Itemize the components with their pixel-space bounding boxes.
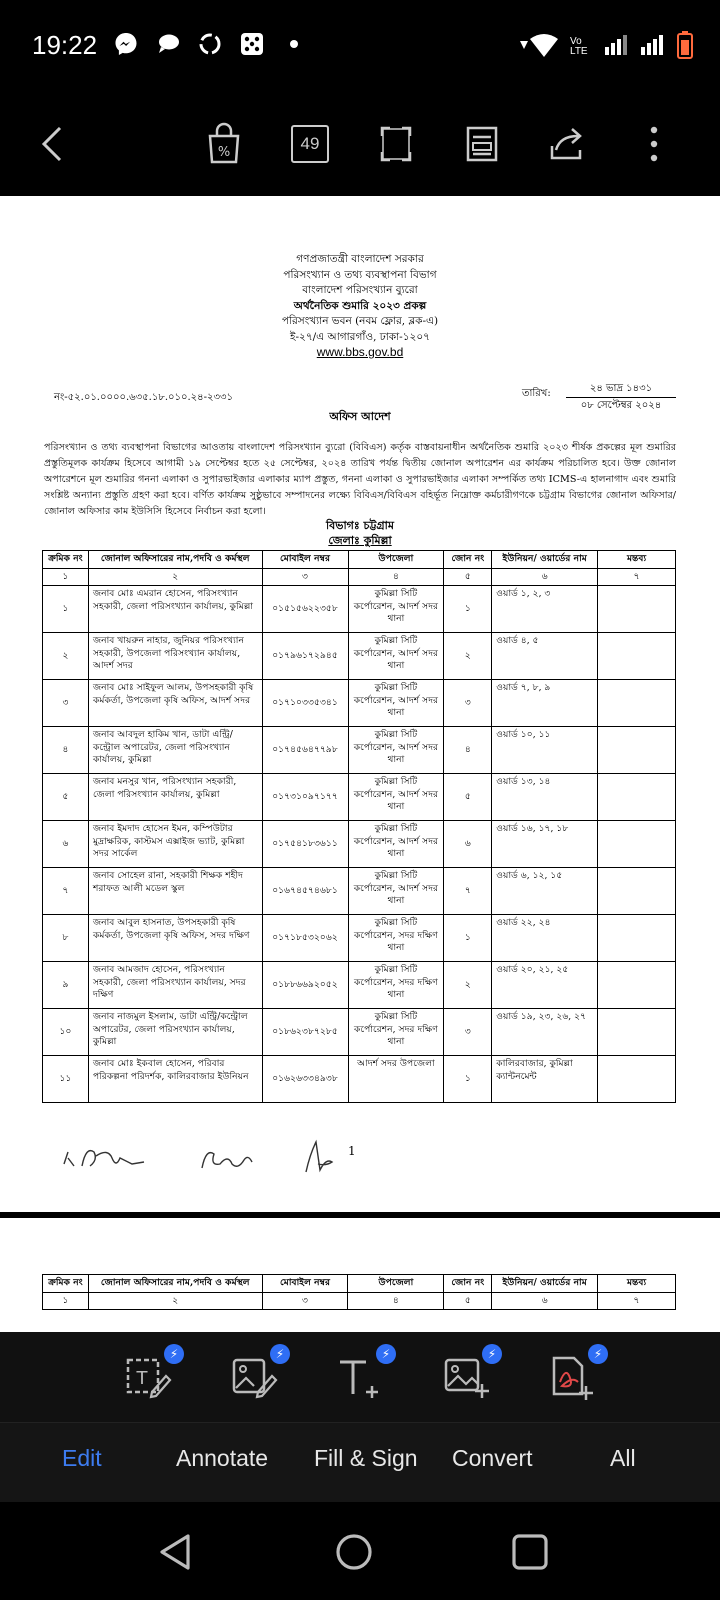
- col-header: জোনাল অফিসারের নাম,পদবি ও কর্মস্থল: [88, 1275, 262, 1293]
- tab-annotate[interactable]: Annotate: [176, 1445, 269, 1471]
- row-remark: [598, 962, 676, 1009]
- row-mobile: ০১৭৪৫৬৪৭৭৯৮: [262, 727, 348, 774]
- row-upazila: কুমিল্লা সিটি কর্পোরেশন, সদর দক্ষিণ থানা: [348, 915, 444, 962]
- row-serial: ২: [43, 633, 89, 680]
- row-upazila: কুমিল্লা সিটি কর্পোরেশন, আদর্শ সদর থানা: [348, 821, 444, 868]
- col-number: ১: [43, 1292, 89, 1310]
- add-text-tool[interactable]: [334, 1347, 391, 1404]
- tab-all[interactable]: All: [610, 1445, 636, 1471]
- col-header: মন্তব্য: [598, 1275, 676, 1293]
- signatures: [60, 1138, 380, 1182]
- row-zone: ৭: [444, 868, 492, 915]
- row-serial: ৭: [43, 868, 89, 915]
- row-upazila: আদর্শ সদর উপজেলা: [348, 1056, 444, 1103]
- col-number: ৭: [598, 568, 676, 586]
- row-serial: ৮: [43, 915, 89, 962]
- shopping-bag-percent-icon: [204, 122, 244, 166]
- row-officer-name: জনাব মনসুর খান, পরিসংখ্যান সহকারী, জেলা পরিসংখ্যান কার্যালয়, কুমিল্লা: [88, 774, 262, 821]
- row-remark: [598, 1056, 676, 1103]
- zonal-officer-table: [42, 550, 676, 1103]
- header-line: গণপ্রজাতন্ত্রী বাংলাদেশ সরকার: [296, 253, 424, 265]
- signal-icon: [604, 33, 630, 61]
- volte-icon: Vo LTE: [570, 36, 588, 57]
- table-row: [43, 633, 676, 680]
- row-zone: ১: [444, 915, 492, 962]
- row-remark: [598, 586, 676, 633]
- date-bangla: ২৪ ভাদ্র ১৪৩১: [589, 383, 653, 394]
- office-order-title: অফিস আদেশ: [329, 410, 391, 423]
- row-mobile: ০১৫১৫৬২২৩৫৮: [262, 586, 348, 633]
- date-divider: [566, 397, 676, 398]
- fullscreen-button[interactable]: [368, 116, 424, 172]
- signal-icon: [640, 33, 666, 61]
- division-heading: [0, 518, 720, 548]
- share-icon: [548, 124, 588, 164]
- row-mobile: ০১৭৫৪১৮৩৬১১: [262, 821, 348, 868]
- discount-bag-button[interactable]: [196, 116, 252, 172]
- col-header: ক্রমিক নং: [43, 551, 89, 569]
- col-header: ইউনিয়ন/ ওয়ার্ডের নাম: [492, 1275, 598, 1293]
- page-number: 1: [348, 1144, 356, 1158]
- table-row: [43, 586, 676, 633]
- premium-badge-icon: ⚡: [270, 1344, 290, 1364]
- row-zone: ১: [444, 1056, 492, 1103]
- col-number: ৭: [598, 1292, 676, 1310]
- row-serial: ১: [43, 586, 89, 633]
- row-upazila: কুমিল্লা সিটি কর্পোরেশন, আদর্শ সদর থানা: [348, 680, 444, 727]
- chat-icon: [154, 30, 182, 58]
- table-row: [43, 821, 676, 868]
- row-union: ওয়ার্ড ২২, ২৪: [492, 915, 598, 962]
- row-serial: ১০: [43, 1009, 89, 1056]
- row-upazila: কুমিল্লা সিটি কর্পোরেশন, আদর্শ সদর থানা: [348, 868, 444, 915]
- row-remark: [598, 1009, 676, 1056]
- table-header-row: [43, 551, 676, 569]
- row-zone: ৬: [444, 821, 492, 868]
- row-serial: ৩: [43, 680, 89, 727]
- page-count-box: [291, 125, 329, 163]
- top-toolbar: [0, 96, 720, 196]
- square-recents-icon: [508, 1530, 552, 1574]
- row-officer-name: জনাব মোঃ ইকবাল হোসেন, পরিবার পরিকল্পনা পরিদর্শক, কালিরবাজার ইউনিয়ন: [88, 1056, 262, 1103]
- row-zone: ১: [444, 586, 492, 633]
- col-header: উপজেলা: [348, 551, 444, 569]
- row-mobile: ০১৬২৬৩৩৪৯৩৮: [262, 1056, 348, 1103]
- row-serial: ৪: [43, 727, 89, 774]
- premium-badge-icon: ⚡: [588, 1344, 608, 1364]
- row-mobile: ০১৭১৮৫৩২০৬২: [262, 915, 348, 962]
- col-number: ৩: [262, 568, 348, 586]
- nav-back-button[interactable]: [154, 1530, 198, 1574]
- battery-icon: [676, 30, 694, 64]
- table-header-row: [43, 1275, 676, 1293]
- col-header: ইউনিয়ন/ ওয়ার্ডের নাম: [492, 551, 598, 569]
- row-union: ওয়ার্ড ৪, ৫: [492, 633, 598, 680]
- row-remark: [598, 915, 676, 962]
- more-vertical-icon: [649, 124, 659, 164]
- tab-convert[interactable]: Convert: [452, 1445, 533, 1471]
- page-count-button[interactable]: [282, 116, 338, 172]
- circle-home-icon: [332, 1530, 376, 1574]
- signature-3: [296, 1134, 346, 1178]
- row-union: ওয়ার্ড ১৬, ১৭, ১৮: [492, 821, 598, 868]
- page-count: 49: [300, 134, 320, 153]
- sync-icon: [196, 30, 224, 58]
- col-header: মোবাইল নম্বর: [262, 551, 348, 569]
- mode-tabs: [0, 1422, 720, 1502]
- row-mobile: ০১৭৯৬১৭২৯৪৫: [262, 633, 348, 680]
- triangle-back-icon: [154, 1530, 198, 1574]
- date-english: ০৮ সেপ্টেম্বর ২০২৪: [580, 400, 662, 411]
- edit-tools-bar: [0, 1332, 720, 1422]
- svg-text:%: %: [217, 145, 231, 160]
- table-row: [43, 680, 676, 727]
- tab-fill-sign[interactable]: Fill & Sign: [314, 1445, 418, 1471]
- row-mobile: ০১৭৩১০৯৭১৭৭: [262, 774, 348, 821]
- status-bar: [0, 0, 720, 96]
- system-nav-bar: [0, 1502, 720, 1600]
- row-mobile: ০১৬৭৪৫৭৪৬৮১: [262, 868, 348, 915]
- row-union: কালিরবাজার, কুমিল্লা ক্যান্টনমেন্ট: [492, 1056, 598, 1103]
- row-mobile: ০১৭১০৩৩৫৩৪১: [262, 680, 348, 727]
- edit-text-tool[interactable]: [122, 1347, 179, 1404]
- col-number: ৫: [444, 568, 492, 586]
- date-label: তারিখ:: [522, 388, 551, 399]
- column-number-row: [43, 1292, 676, 1310]
- col-number: ৬: [492, 1292, 598, 1310]
- col-header: জোন নং: [444, 551, 492, 569]
- row-remark: [598, 868, 676, 915]
- row-zone: ৩: [444, 1009, 492, 1056]
- district-name: জেলাঃ কুমিল্লা: [328, 534, 392, 547]
- col-number: ২: [88, 1292, 262, 1310]
- row-union: ওয়ার্ড ২০, ২১, ২৫: [492, 962, 598, 1009]
- row-officer-name: জনাব ইমদাদ হোসেন ইমন, কম্পিউটার মুদ্রাক্ষরিক, কাস্টমস এক্সাইজ ভ্যাট, কুমিল্লা সদর সার্কেল: [88, 821, 262, 868]
- col-header: জোন নং: [444, 1275, 492, 1293]
- row-remark: [598, 680, 676, 727]
- row-officer-name: জনাব আমজাদ হোসেন, পরিসংখ্যান সহকারী, জেলা পরিসংখ্যান কার্যালয়, সদর দক্ষিণ: [88, 962, 262, 1009]
- pdf-page-2[interactable]: [0, 1218, 720, 1332]
- row-remark: [598, 821, 676, 868]
- status-time: 19:22: [32, 30, 98, 60]
- document-viewport[interactable]: [0, 196, 720, 1332]
- row-officer-name: জনাব আবুল হাসনাত, উপসহকারী কৃষি কর্মকর্তা, উপজেলা কৃষি অফিস, সদর দক্ষিণ: [88, 915, 262, 962]
- wifi-icon: [516, 31, 560, 63]
- table-row: [43, 915, 676, 962]
- row-zone: ৫: [444, 774, 492, 821]
- table-row: [43, 774, 676, 821]
- row-officer-name: জনাব মোঃ এমরান হোসেন, পরিসংখ্যান সহকারী, জেলা পরিসংখ্যান কার্যালয়, কুমিল্লা: [88, 586, 262, 633]
- col-number: ৪: [348, 568, 444, 586]
- row-officer-name: জনাব নাজমুল ইসলাম, ডাটা এন্ট্রি/কন্ট্রোল অপারেটর, জেলা পরিসংখ্যান কার্যালয়, কুমিল্লা: [88, 1009, 262, 1056]
- nav-recents-button[interactable]: [508, 1530, 552, 1574]
- messenger-icon: [112, 30, 140, 58]
- row-officer-name: জনাব আবদুল হাকিম খান, ডাটা এন্ট্রি/কন্ট্রোল অপারেটর, জেলা পরিসংখ্যান কার্যালয়, কুমিল্লা: [88, 727, 262, 774]
- pdf-page-1[interactable]: [0, 196, 720, 1212]
- reading-mode-button[interactable]: [454, 116, 510, 172]
- table-row: [43, 1009, 676, 1056]
- col-number: ৩: [262, 1292, 348, 1310]
- svg-text:T: T: [136, 1368, 148, 1389]
- column-number-row: [43, 568, 676, 586]
- system-icons: [516, 30, 694, 64]
- signature-1: [60, 1138, 160, 1178]
- row-officer-name: জনাব খায়রুন নাহার, জুনিয়র পরিসংখ্যান সহকারী, উপজেলা পরিসংখ্যান কার্যালয়, আদর্শ সদর: [88, 633, 262, 680]
- row-serial: ৬: [43, 821, 89, 868]
- division-name: বিভাগঃ চট্টগ্রাম: [326, 519, 394, 532]
- col-number: ৫: [444, 1292, 492, 1310]
- col-number: ৬: [492, 568, 598, 586]
- project-title: অর্থনৈতিক শুমারি ২০২৩ প্রকল্প: [293, 299, 427, 312]
- row-serial: ৯: [43, 962, 89, 1009]
- back-button[interactable]: [24, 116, 80, 172]
- memo-number: নং-৫২.০১.০০০০.৬৩৫.১৮.০১০.২৪-২৩৩১: [54, 392, 234, 403]
- add-image-tool[interactable]: [440, 1347, 497, 1404]
- address-line: পরিসংখ্যান ভবন (নবম ফ্লোর, ব্লক-এ): [281, 315, 439, 327]
- row-union: ওয়ার্ড ১, ২, ৩: [492, 586, 598, 633]
- table-row: [43, 1056, 676, 1103]
- table-row: [43, 727, 676, 774]
- col-header: মন্তব্য: [598, 551, 676, 569]
- add-pdf-tool[interactable]: [546, 1347, 603, 1404]
- col-header: উপজেলা: [348, 1275, 444, 1293]
- table-row: [43, 868, 676, 915]
- row-serial: ৫: [43, 774, 89, 821]
- col-header: ক্রমিক নং: [43, 1275, 89, 1293]
- row-mobile: ০১৮৬২৩৮৭২৮৫: [262, 1009, 348, 1056]
- row-upazila: কুমিল্লা সিটি কর্পোরেশন, আদর্শ সদর থানা: [348, 774, 444, 821]
- header-line: পরিসংখ্যান ও তথ্য ব্যবস্থাপনা বিভাগ: [283, 268, 437, 281]
- signature-2: [198, 1140, 258, 1180]
- row-upazila: কুমিল্লা সিটি কর্পোরেশন, সদর দক্ষিণ থানা: [348, 962, 444, 1009]
- notification-icons: [112, 30, 308, 58]
- row-union: ওয়ার্ড ১৩, ১৪: [492, 774, 598, 821]
- zonal-officer-table-continued: [42, 1274, 676, 1310]
- back-arrow-icon: [36, 124, 68, 164]
- fullscreen-icon: [378, 124, 414, 164]
- col-number: ৪: [348, 1292, 444, 1310]
- premium-badge-icon: ⚡: [482, 1344, 502, 1364]
- edit-image-tool[interactable]: [228, 1347, 285, 1404]
- row-upazila: কুমিল্লা সিটি কর্পোরেশন, সদর দক্ষিণ থানা: [348, 1009, 444, 1056]
- body-paragraph: পরিসংখ্যান ও তথ্য ব্যবস্থাপনা বিভাগের আওতায় বাংলাদেশ পরিসংখ্যান ব্যুরো (বিবিএস) কর্তৃক বাস্তবায়নাধীন অর্থনৈতিক শুমারি ২০২৩ শীর্ষক প্রকল্পের মূল শুমারির প্রস্তুতিমূলক কার্যক্রম হিসেবে আগামী ১৯ সেপ্টেম্বর হতে ২৫ সেপ্টেম্বর, ২০২৪ তারিখ পর্যন্ত দ্বিতীয় জোনাল অপারেশন এর কার্যক্রম পরিচালিত হবে। উক্ত জোনাল অপারেশনে মূল শুমারির গননা এলাকা ও সুপারভাইজার এলাকার ম্যাপ প্রস্তুত, গননা এলাকা ও সুপারভাইজার এলাকা সম্পর্কিত তথ্য ICMS-এ হালনাগাদ এবং শুমারি সংশ্লিষ্ট অন্যান্য প্রস্তুতি গ্রহণ করা হবে। বর্ণিত কার্যক্রম সুষ্ঠুভাবে সম্পাদনের লক্ষ্যে বিবিএস/বিবিএস বহির্ভূত নিম্নোক্ত কর্মচারীগণকে চট্টগ্রাম বিভাগের জোনাল অফিসার/জোনাল অফিসার কাম ইউসিসি হিসেবে নির্বাচন করা হলো।: [44, 442, 676, 517]
- row-zone: ২: [444, 633, 492, 680]
- premium-badge-icon: ⚡: [376, 1344, 396, 1364]
- row-officer-name: জনাব মোঃ সাইফুল আলম, উপসহকারী কৃষি কর্মকর্তা, উপজেলা কৃষি অফিস, আদর্শ সদর: [88, 680, 262, 727]
- tab-edit[interactable]: Edit: [62, 1445, 102, 1471]
- row-upazila: কুমিল্লা সিটি কর্পোরেশন, আদর্শ সদর থানা: [348, 727, 444, 774]
- row-serial: ১১: [43, 1056, 89, 1103]
- more-options-button[interactable]: [626, 116, 682, 172]
- row-union: ওয়ার্ড ১৯, ২৩, ২৬, ২৭: [492, 1009, 598, 1056]
- row-remark: [598, 633, 676, 680]
- nav-home-button[interactable]: [332, 1530, 376, 1574]
- row-remark: [598, 727, 676, 774]
- reading-mode-icon: [464, 124, 500, 164]
- col-number: ১: [43, 568, 89, 586]
- row-union: ওয়ার্ড ৭, ৮, ৯: [492, 680, 598, 727]
- share-button[interactable]: [540, 116, 596, 172]
- letterhead: [0, 252, 720, 361]
- row-officer-name: জনাব সোহেল রানা, সহকারী শিক্ষক শহীদ শরাফত আলী মডেল স্কুল: [88, 868, 262, 915]
- row-upazila: কুমিল্লা সিটি কর্পোরেশন, আদর্শ সদর থানা: [348, 633, 444, 680]
- row-zone: ২: [444, 962, 492, 1009]
- row-upazila: কুমিল্লা সিটি কর্পোরেশন, আদর্শ সদর থানা: [348, 586, 444, 633]
- row-remark: [598, 774, 676, 821]
- row-union: ওয়ার্ড ৬, ১২, ১৫: [492, 868, 598, 915]
- dice-icon: [238, 30, 266, 58]
- dot-icon: [280, 30, 308, 58]
- row-union: ওয়ার্ড ১০, ১১: [492, 727, 598, 774]
- row-zone: ৩: [444, 680, 492, 727]
- col-header: মোবাইল নম্বর: [262, 1275, 348, 1293]
- col-header: জোনাল অফিসারের নাম,পদবি ও কর্মস্থল: [88, 551, 262, 569]
- col-number: ২: [88, 568, 262, 586]
- header-line: বাংলাদেশ পরিসংখ্যান ব্যুরো: [302, 284, 418, 296]
- website-link[interactable]: www.bbs.gov.bd: [316, 345, 404, 359]
- premium-badge-icon: ⚡: [164, 1344, 184, 1364]
- address-line: ই-২৭/এ আগারগাঁও, ঢাকা-১২০৭: [289, 330, 431, 343]
- row-zone: ৪: [444, 727, 492, 774]
- row-mobile: ০১৮৮৬৬৯২০৫২: [262, 962, 348, 1009]
- table-row: [43, 962, 676, 1009]
